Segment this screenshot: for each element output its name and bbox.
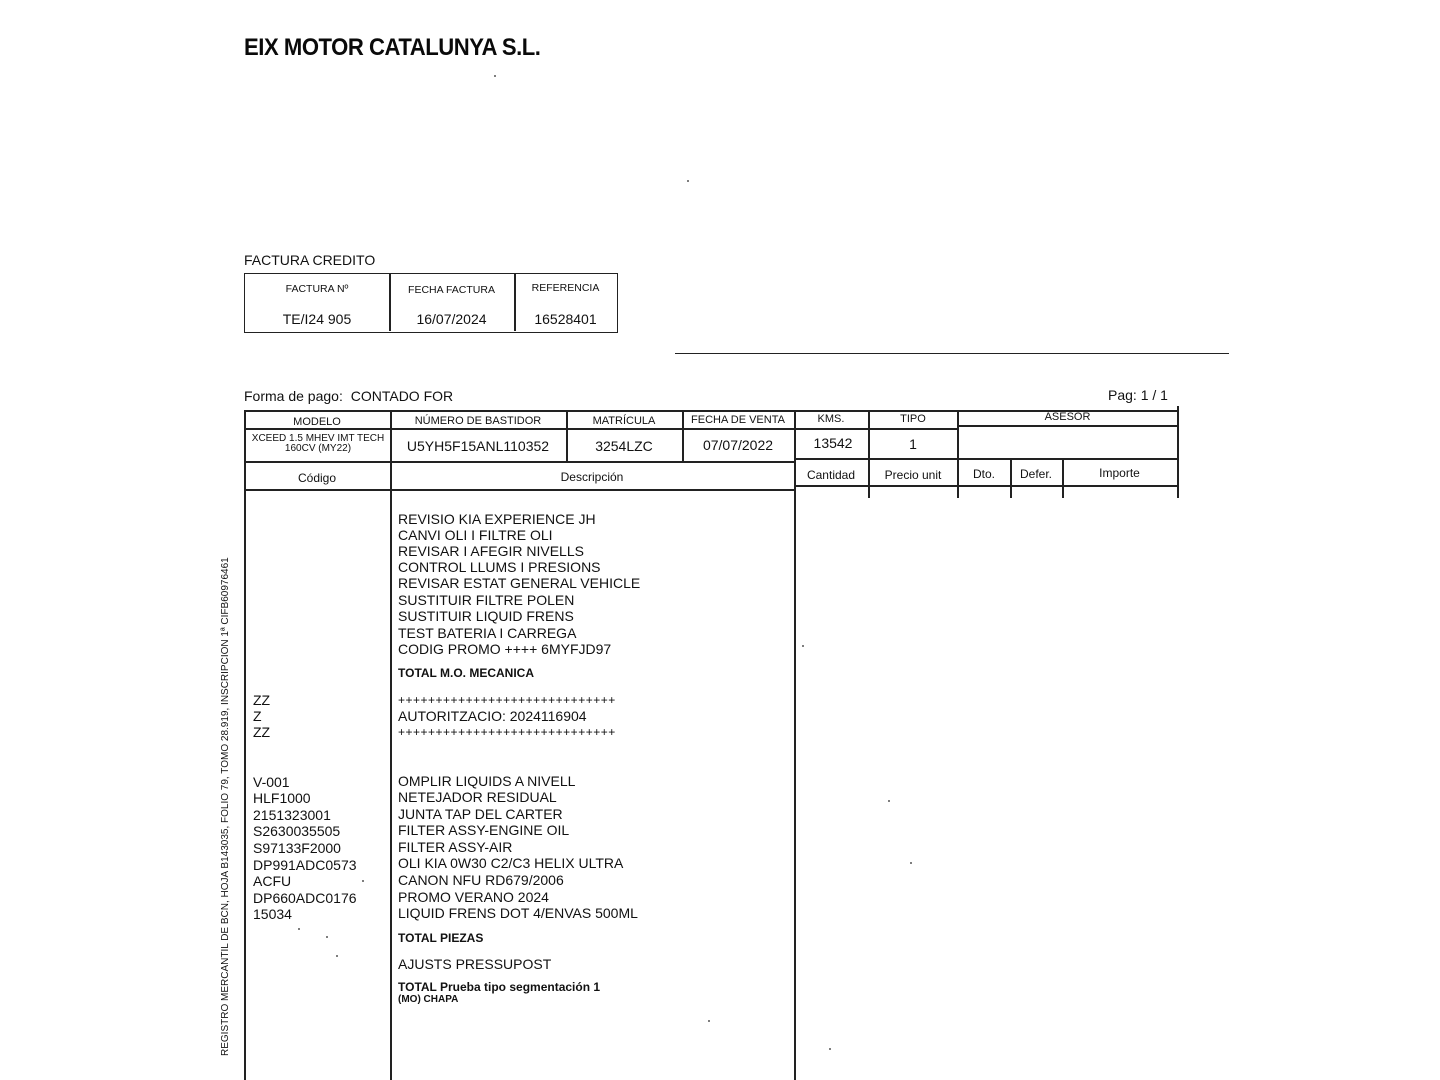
part-code: DP660ADC0176 [253, 890, 357, 906]
reference-label: REFERENCIA [531, 282, 600, 294]
reference-value: 16528401 [534, 311, 597, 327]
table-left-border [244, 410, 246, 1080]
col-codigo: Código [297, 471, 337, 485]
part-desc: CANON NFU RD679/2006 [398, 872, 564, 888]
column-header-bottom [244, 489, 795, 491]
header-modelo: MODELO [293, 416, 341, 428]
header-matricula: MATRÍCULA [592, 415, 656, 427]
part-code: S2630035505 [253, 823, 341, 839]
invoice-no-value: TE/I24 905 [282, 311, 352, 327]
labour-line: REVISIO KIA EXPERIENCE JH [398, 511, 596, 527]
col-descripcion: Descripción [560, 470, 624, 484]
labour-line: CODIG PROMO ++++ 6MYFJD97 [398, 641, 612, 657]
table-right-border [1177, 406, 1179, 498]
total-labour: TOTAL M.O. MECANICA [398, 666, 534, 680]
vehicle-row-bottom-right [795, 458, 1179, 460]
col-cantidad: Cantidad [806, 468, 856, 482]
header-bastidor: NÚMERO DE BASTIDOR [414, 415, 542, 427]
page-number: Pag: 1 / 1 [1108, 387, 1168, 403]
part-code: DP991ADC0573 [253, 857, 357, 873]
vehicle-plate: 3254LZC [595, 438, 653, 454]
part-code: ACFU [253, 873, 292, 889]
part-desc: JUNTA TAP DEL CARTER [398, 806, 563, 822]
labour-line: TEST BATERIA I CARREGA [398, 625, 577, 641]
scan-speck [494, 75, 496, 77]
part-code: S97133F2000 [253, 840, 341, 856]
separator-line [675, 353, 1229, 354]
part-desc: OLI KIA 0W30 C2/C3 HELIX ULTRA [398, 855, 624, 871]
scan-speck [708, 1020, 710, 1022]
scan-speck [910, 862, 912, 864]
column-header-bottom-right [795, 485, 1179, 487]
payment-value: CONTADO FOR [350, 388, 454, 404]
labour-line: SUSTITUIR FILTRE POLEN [398, 592, 575, 608]
asesor-header-bottom [958, 425, 1179, 427]
registry-side-text: REGISTRO MERCANTIL DE BCN, HOJA B143035, FOLIO 79, TOMO 28.919, INSCRIPCION 1ª CIFB60976461 [220, 557, 231, 1056]
part-desc: FILTER ASSY-AIR [398, 839, 513, 855]
invoice-date-label: FECHA FACTURA [408, 284, 495, 296]
scan-speck [829, 1048, 831, 1050]
scan-speck [362, 880, 364, 882]
budget-adjustments: AJUSTS PRESSUPOST [398, 956, 552, 972]
promo-code: ZZ [253, 692, 271, 708]
part-code: V-001 [253, 774, 290, 790]
col-defer: Defer. [1019, 467, 1052, 481]
part-desc: FILTER ASSY-ENGINE OIL [398, 822, 570, 838]
scan-speck [687, 180, 689, 182]
vehicle-header-bottom [244, 428, 958, 430]
promo-code: Z [253, 708, 262, 724]
invoice-date-value: 16/07/2024 [416, 311, 487, 327]
part-desc: NETEJADOR RESIDUAL [398, 789, 557, 805]
payment-label: Forma de pago: [244, 388, 343, 404]
promo-desc: +++++++++++++++++++++++++++++ [398, 725, 616, 739]
col-dto: Dto. [972, 467, 995, 481]
vehicle-row-bottom [244, 461, 795, 463]
part-desc: LIQUID FRENS DOT 4/ENVAS 500ML [398, 905, 638, 921]
scan-speck [336, 955, 338, 957]
vehicle-kms: 13542 [813, 435, 853, 451]
labour-line: CONTROL LLUMS I PRESIONS [398, 559, 601, 575]
promo-code: ZZ [253, 724, 271, 740]
code-desc-divider [390, 410, 392, 1080]
header-tipo: TIPO [900, 413, 926, 425]
labour-line: REVISAR ESTAT GENERAL VEHICLE [398, 575, 641, 591]
vehicle-sale-date: 07/07/2022 [702, 437, 774, 453]
document-type: FACTURA CREDITO [244, 252, 376, 268]
labour-line: SUSTITUIR LIQUID FRENS [398, 608, 574, 624]
vehicle-vin: U5YH5F15ANL110352 [406, 438, 550, 454]
company-name: EIX MOTOR CATALUNYA S.L. [244, 34, 541, 61]
vehicle-model [246, 434, 390, 454]
part-code: 2151323001 [253, 807, 331, 823]
invoice-header-box [244, 273, 618, 333]
part-desc: PROMO VERANO 2024 [398, 889, 549, 905]
vehicle-model-line2: 160CV (MY22) [284, 443, 352, 454]
labour-line: REVISAR I AFEGIR NIVELLS [398, 543, 584, 559]
header-asesor: ASESOR [1044, 411, 1091, 423]
total-parts: TOTAL PIEZAS [398, 931, 484, 945]
header-kms: KMS. [817, 413, 845, 425]
promo-desc: +++++++++++++++++++++++++++++ [398, 693, 616, 707]
vehicle-model-line1: XCEED 1.5 MHEV IMT TECH [251, 433, 385, 444]
invoice-no-label: FACTURA Nº [285, 283, 349, 295]
col-importe: Importe [1099, 466, 1140, 480]
payment-method [244, 388, 453, 404]
mo-chapa: (MO) CHAPA [398, 994, 459, 1005]
part-desc: OMPLIR LIQUIDS A NIVELL [398, 773, 576, 789]
desc-qty-divider [794, 410, 796, 1080]
scan-speck [298, 928, 300, 930]
scan-speck [326, 936, 328, 938]
col-precio: Precio unit [884, 468, 942, 482]
header-fecha-venta: FECHA DE VENTA [691, 414, 785, 426]
vehicle-type: 1 [909, 436, 917, 452]
promo-desc: AUTORITZACIO: 2024116904 [398, 708, 587, 724]
total-segment: TOTAL Prueba tipo segmentación 1 [398, 980, 601, 994]
part-code: HLF1000 [253, 790, 311, 806]
scan-speck [888, 800, 890, 802]
part-code: 15034 [253, 906, 292, 922]
labour-line: CANVI OLI I FILTRE OLI [398, 527, 553, 543]
scan-speck [802, 645, 804, 647]
